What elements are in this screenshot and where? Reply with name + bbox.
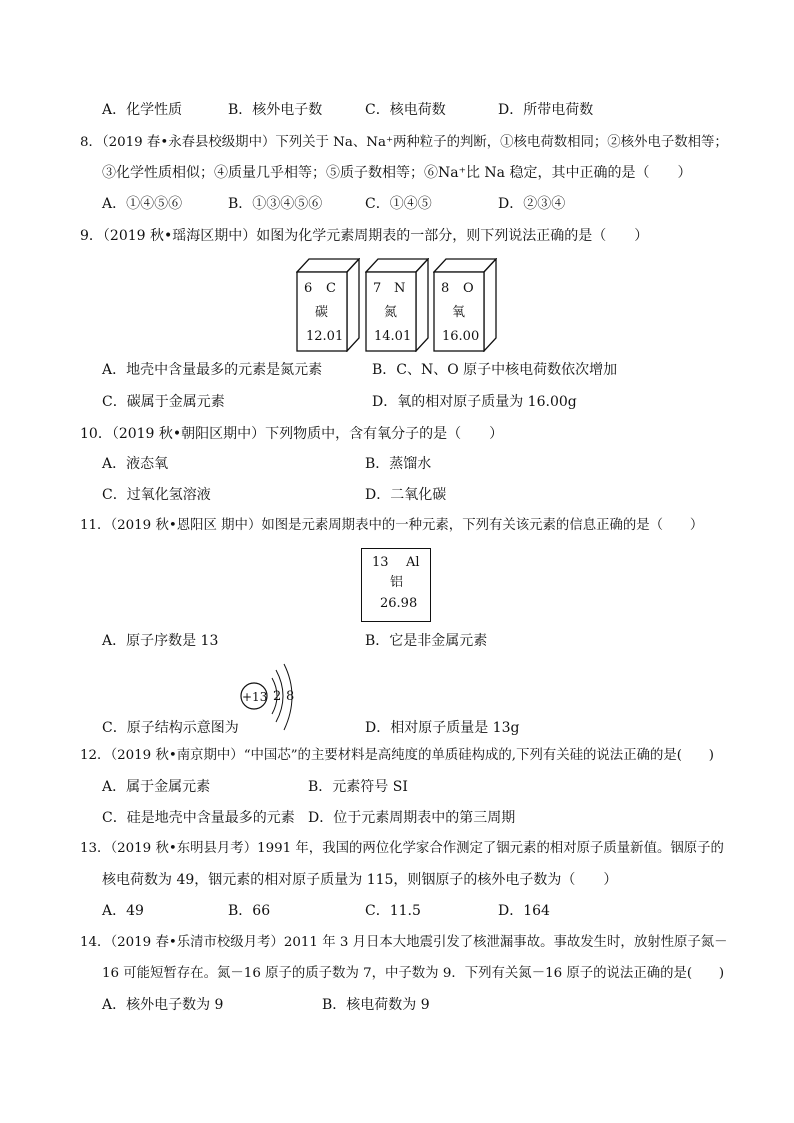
q13-stem-line2: 核电荷数为 49，铟元素的相对原子质量为 115，则铟原子的核外电子数为（ ） [102, 872, 618, 888]
q11-option-a: A．原子序数是 13 [102, 633, 219, 649]
carbon-symbol: C [326, 281, 336, 296]
q10-option-c: C．过氧化氢溶液 [102, 487, 211, 503]
aluminum-symbol: Al [406, 555, 420, 570]
q12-option-b: B．元素符号 SI [308, 779, 408, 795]
oxygen-symbol: O [463, 281, 474, 296]
q8-option-b: B．①③④⑤⑥ [228, 196, 323, 212]
q13-stem-line1: 13．（2019 秋•东明县月考）1991 年，我国的两位化学家合作测定了铟元素的相对原子质量新值。铟原子的 [80, 841, 724, 856]
q8-option-d: D．②③④ [498, 196, 566, 212]
q9-stem: 9．（2019 秋•瑶海区期中）如图为化学元素周期表的一部分，则下列说法正确的是（ ） [80, 228, 649, 244]
q9-option-a: A．地壳中含量最多的元素是氮元素 [102, 362, 323, 378]
q7-option-c: C．核电荷数 [365, 102, 446, 118]
q14-stem-line1: 14．（2019 春•乐清市校级月考）2011 年 3 月日本大地震引发了核泄漏事故。事故发生时，放射性原子氮－ [80, 935, 728, 950]
q7-option-a: A．化学性质 [102, 102, 183, 118]
q12-option-c: C．硅是地壳中含量最多的元素 [102, 810, 295, 826]
aluminum-mass: 26.98 [380, 596, 418, 611]
q13-option-b: B．66 [228, 903, 271, 919]
nitrogen-name: 氮 [384, 305, 398, 320]
q9-option-b: B．C、N、O 原子中核电荷数依次增加 [372, 362, 618, 378]
q8-stem-line1: 8．（2019 春•永春县校级期中）下列关于 Na、Na⁺两种粒子的判断，①核电荷数相同；②核外电子数相等； [80, 135, 728, 150]
q13-option-c: C．11.5 [365, 903, 421, 919]
carbon-number: 6 [304, 281, 313, 296]
q8-option-c: C．①④⑤ [365, 196, 432, 212]
q14-stem-line2: 16 可能短暂存在。氮－16 原子的质子数为 7，中子数为 9．下列有关氮－16 原子的说法正确的是( ) [102, 966, 725, 981]
nitrogen-mass: 14.01 [374, 329, 412, 344]
q11-option-d: D．相对原子质量是 13g [365, 720, 520, 736]
q11-stem: 11．（2019 秋•恩阳区 期中）如图是元素周期表中的一种元素，下列有关该元素的信息正确的是（ ） [80, 518, 704, 533]
q10-option-a: A．液态氧 [102, 456, 169, 472]
oxygen-name: 氧 [452, 305, 466, 320]
aluminum-number: 13 [372, 555, 389, 570]
q13-option-a: A．49 [102, 903, 144, 919]
nitrogen-symbol: N [394, 281, 406, 296]
q8-stem-line2: ③化学性质相似；④质量几乎相等；⑤质子数相等；⑥Na⁺比 Na 稳定，其中正确的是（ ） [102, 165, 692, 181]
atom-shell1-electrons: 2 [273, 689, 282, 704]
nitrogen-number: 7 [373, 281, 382, 296]
atom-shell2-electrons: 8 [286, 689, 295, 704]
carbon-name: 碳 [315, 305, 329, 320]
carbon-mass: 12.01 [306, 329, 344, 344]
q10-option-b: B．蒸馏水 [365, 456, 432, 472]
oxygen-number: 8 [441, 281, 450, 296]
q7-option-d: D．所带电荷数 [498, 102, 594, 118]
q10-stem: 10．（2019 秋•朝阳区期中）下列物质中，含有氧分子的是（ ） [80, 426, 504, 442]
q10-option-d: D．二氧化碳 [365, 487, 447, 503]
q8-option-a: A．①④⑤⑥ [102, 196, 183, 212]
atom-nucleus-charge: +13 [242, 690, 268, 704]
oxygen-mass: 16.00 [442, 329, 480, 344]
q12-stem: 12．（2019 秋•南京期中）“中国芯”的主要材料是高纯度的单质硅构成的,下列有关硅的说法正确的是( ) [80, 748, 714, 763]
q7-option-b: B．核外电子数 [228, 102, 323, 118]
q13-option-d: D．164 [498, 903, 550, 919]
aluminum-name: 铝 [390, 575, 404, 590]
q12-option-a: A．属于金属元素 [102, 779, 211, 795]
q9-option-d: D．氧的相对原子质量为 16.00g [372, 394, 577, 410]
q9-option-c: C．碳属于金属元素 [102, 394, 225, 410]
q11-option-b: B．它是非金属元素 [365, 633, 488, 649]
q12-option-d: D．位于元素周期表中的第三周期 [308, 810, 516, 826]
q11-option-c: C．原子结构示意图为 [102, 720, 239, 736]
q14-option-a: A．核外电子数为 9 [102, 997, 224, 1013]
q14-option-b: B．核电荷数为 9 [322, 997, 430, 1013]
